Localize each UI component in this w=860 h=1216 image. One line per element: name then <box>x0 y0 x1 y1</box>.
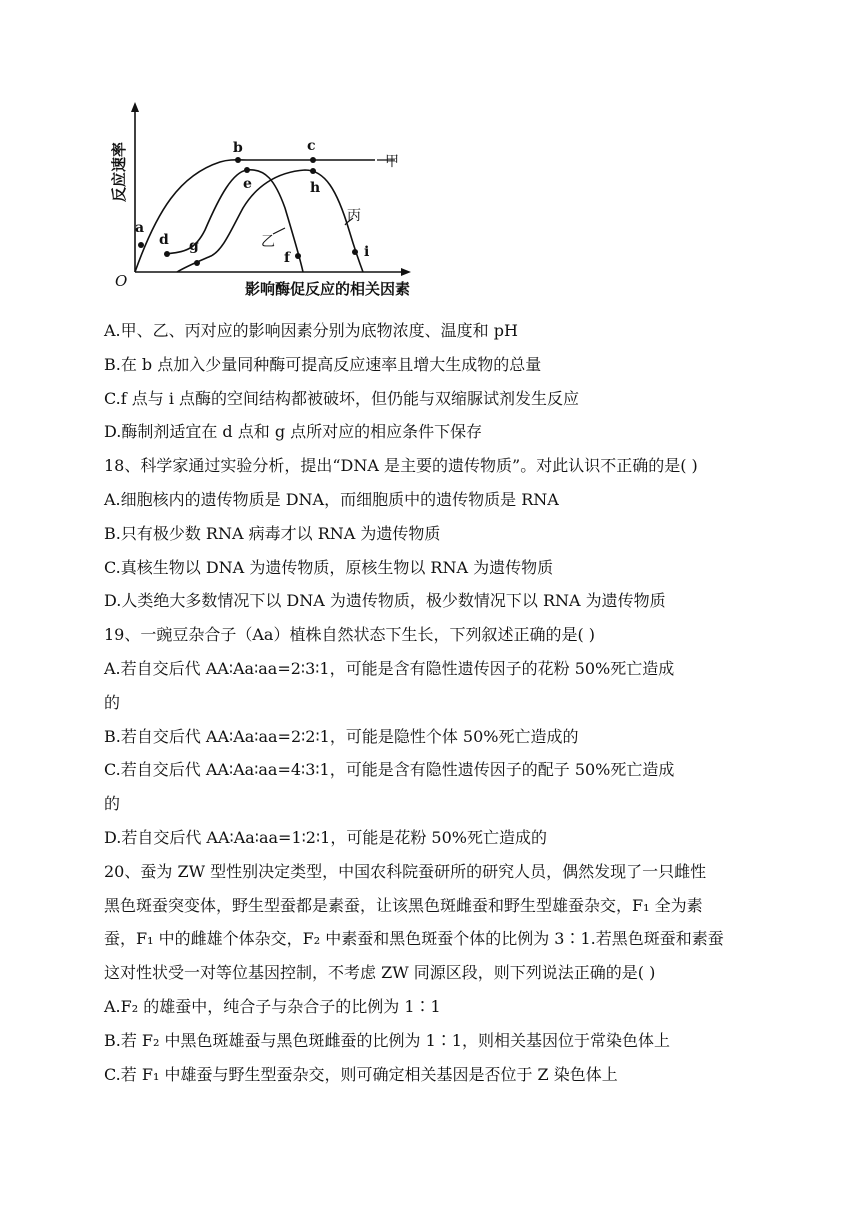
q20-stem-1: 20、蚕为 ZW 型性别决定类型，中国农科院蚕研所的研究人员，偶然发现了一只雌性 <box>104 861 707 881</box>
label-f: f <box>284 250 291 266</box>
q19-option-a-cont: 的 <box>104 692 121 712</box>
curve-yi <box>165 170 303 272</box>
label-c: c <box>307 138 316 154</box>
q17-option-c: C.f 点与 i 点酶的空间结构都被破坏，但仍能与双缩脲试剂发生反应 <box>104 388 580 408</box>
y-axis-arrow <box>131 102 139 112</box>
q20-option-b: B.若 F₂ 中黑色斑雄蚕与黑色斑雌蚕的比例为 1∶1，则相关基因位于常染色体上 <box>104 1030 670 1050</box>
q20-stem-3: 蚕，F₁ 中的雌雄个体杂交，F₂ 中素蚕和黑色斑蚕个体的比例为 3∶1.若黑色斑蚕和素蚕 <box>104 929 724 949</box>
q17-option-b: B.在 b 点加入少量同种酶可提高反应速率且增大生成物的总量 <box>104 354 542 374</box>
label-d: d <box>159 232 169 248</box>
point-b <box>235 157 241 163</box>
reaction-rate-graph <box>105 100 445 300</box>
label-e: e <box>243 176 252 192</box>
q20-option-c: C.若 F₁ 中雄蚕与野生型蚕杂交，则可确定相关基因是否位于 Z 染色体上 <box>104 1064 618 1084</box>
point-i <box>352 249 358 255</box>
curve-label-yi: 乙 <box>261 234 275 250</box>
q18-option-b: B.只有极少数 RNA 病毒才以 RNA 为遗传物质 <box>104 523 441 543</box>
q19-stem: 19、一豌豆杂合子（Aa）植株自然状态下生长，下列叙述正确的是( ) <box>104 625 596 645</box>
point-a <box>138 242 144 248</box>
point-h <box>310 168 316 174</box>
q19-option-b: B.若自交后代 AA∶Aa∶aa=2∶2∶1，可能是隐性个体 50%死亡造成的 <box>104 726 579 746</box>
curve-jia <box>135 160 375 272</box>
origin-label: O <box>115 272 128 290</box>
label-b: b <box>233 140 243 156</box>
point-d <box>164 251 170 257</box>
curve-label-bing: 丙 <box>347 208 361 224</box>
label-i: i <box>364 244 370 260</box>
q20-stem-4: 这对性状受一对等位基因控制，不考虑 ZW 同源区段，则下列说法正确的是( ) <box>104 963 656 983</box>
question-text <box>104 314 820 1091</box>
q19-option-a: A.若自交后代 AA∶Aa∶aa=2∶3∶1，可能是含有隐性遗传因子的花粉 50%死亡造成 <box>104 658 675 678</box>
enzyme-reaction-figure <box>105 100 445 300</box>
curve-bing <box>177 170 363 272</box>
point-f <box>295 253 301 259</box>
x-axis-label: 影响酶促反应的相关因素 <box>245 280 411 298</box>
q19-option-d: D.若自交后代 AA∶Aa∶aa=1∶2∶1，可能是花粉 50%死亡造成的 <box>104 827 547 847</box>
q19-option-c-cont: 的 <box>104 794 121 814</box>
q17-option-d: D.酶制剂适宜在 d 点和 g 点所对应的相应条件下保存 <box>104 422 483 442</box>
q17-option-a: A.甲、乙、丙对应的影响因素分别为底物浓度、温度和 pH <box>104 321 518 340</box>
curve-label-jia: 甲 <box>385 154 399 170</box>
label-a: a <box>135 220 145 236</box>
point-c <box>310 157 316 163</box>
point-g <box>194 260 200 266</box>
q20-option-a: A.F₂ 的雄蚕中，纯合子与杂合子的比例为 1∶1 <box>104 996 441 1016</box>
q18-option-a: A.细胞核内的遗传物质是 DNA，而细胞质中的遗传物质是 RNA <box>104 489 559 509</box>
q19-option-c: C.若自交后代 AA∶Aa∶aa=4∶3∶1，可能是含有隐性遗传因子的配子 50%死亡造成 <box>104 760 675 780</box>
label-h: h <box>310 180 321 196</box>
y-axis-label: 反应速率 <box>110 141 128 202</box>
q18-stem: 18、科学家通过实验分析，提出“DNA 是主要的遗传物质”。对此认识不正确的是( ) <box>104 456 698 476</box>
point-e <box>244 167 250 173</box>
q18-option-d: D.人类绝大多数情况下以 DNA 为遗传物质，极少数情况下以 RNA 为遗传物质 <box>104 591 666 611</box>
x-axis-arrow <box>401 268 411 276</box>
q18-option-c: C.真核生物以 DNA 为遗传物质，原核生物以 RNA 为遗传物质 <box>104 557 554 577</box>
label-g: g <box>189 238 199 254</box>
q20-stem-2: 黑色斑蚕突变体，野生型蚕都是素蚕，让该黑色斑雌蚕和野生型雄蚕杂交，F₁ 全为素 <box>104 895 703 915</box>
